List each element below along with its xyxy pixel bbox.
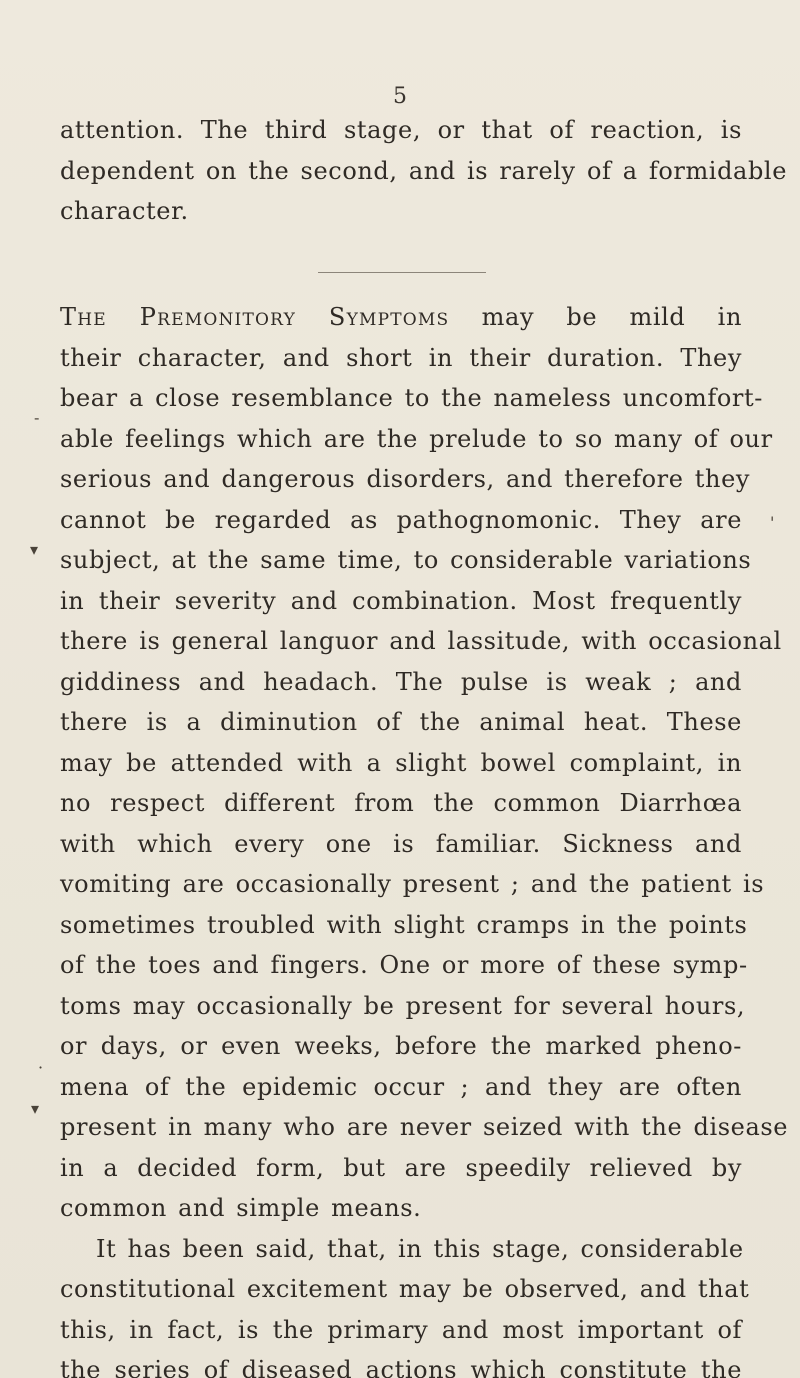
section-heading: The Premonitory Symptoms: [60, 303, 450, 331]
text-line: no respect different from the common Diarrhœa: [60, 789, 742, 817]
text-line: present in many who are never seized with the disease: [60, 1113, 789, 1141]
text-line: common and simple means.: [60, 1194, 422, 1222]
text-line: or days, or even weeks, before the marked pheno-: [60, 1032, 742, 1060]
text-line: character.: [60, 197, 189, 225]
text-line: constitutional excitement may be observed, and that: [60, 1275, 750, 1303]
margin-mark: ▾: [31, 1099, 40, 1118]
section-divider: [318, 272, 486, 273]
text-line: subject, at the same time, to considerable variations: [60, 546, 752, 574]
margin-mark: ▾: [30, 540, 39, 559]
text-line: there is a diminution of the animal heat. These: [60, 708, 742, 736]
text-line: in their severity and combination. Most frequently: [60, 586, 742, 615]
text-line: cannot be regarded as pathognomonic. They are: [60, 505, 742, 534]
text-line: giddiness and headach. The pulse is weak ; and: [60, 667, 742, 696]
margin-mark: ': [770, 513, 775, 532]
text-line: toms may occasionally be present for several hours,: [60, 991, 746, 1020]
text-line: in a decided form, but are speedily relieved by: [60, 1153, 742, 1182]
text-line: bear a close resemblance to the nameless uncomfort-: [60, 384, 763, 412]
text-line: [60, 297, 742, 338]
text-line-continuation: may be mild in: [449, 303, 742, 331]
text-line: may be attended with a slight bowel complaint, in: [60, 748, 742, 777]
premonitory-symptoms-paragraph: [60, 297, 789, 1378]
text-line: this, in fact, is the primary and most important of: [60, 1315, 742, 1344]
text-line: with which every one is familiar. Sickness and: [60, 829, 742, 858]
text-line: of the toes and fingers. One or more of these symp-: [60, 951, 748, 979]
text-line: attention. The third stage, or that of reaction, is: [60, 116, 742, 144]
intro-paragraph: [60, 110, 787, 232]
margin-mark: -: [34, 408, 40, 427]
text-line: their character, and short in their duration. They: [60, 343, 742, 372]
text-line: sometimes troubled with slight cramps in the points: [60, 910, 748, 939]
text-line: serious and dangerous disorders, and therefore they: [60, 465, 751, 493]
text-line: dependent on the second, and is rarely of a formidable: [60, 156, 787, 185]
text-line: able feelings which are the prelude to so many of our: [60, 424, 773, 453]
page-number: 5: [393, 84, 407, 109]
text-line: the series of diseased actions which constitute the: [60, 1356, 742, 1378]
text-line: mena of the epidemic occur ; and they are often: [60, 1072, 742, 1101]
margin-mark: ·: [38, 1058, 44, 1077]
text-line: It has been said, that, in this stage, considerable: [96, 1234, 744, 1263]
text-line: there is general languor and lassitude, with occasional: [60, 627, 782, 655]
text-line: vomiting are occasionally present ; and the patient is: [60, 870, 765, 898]
